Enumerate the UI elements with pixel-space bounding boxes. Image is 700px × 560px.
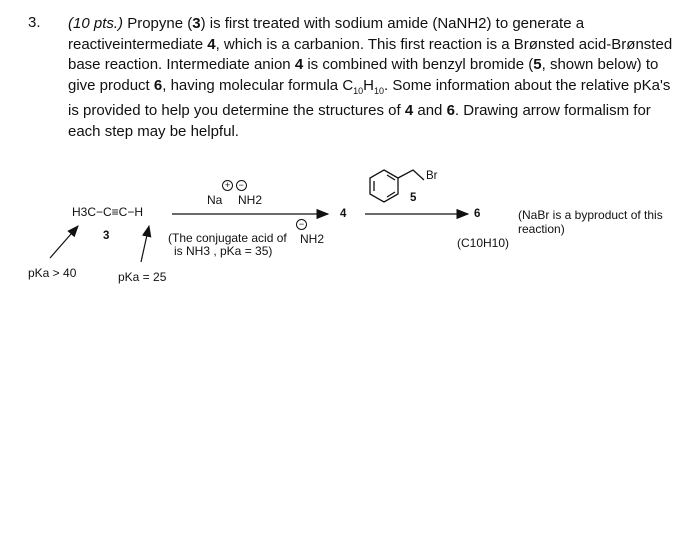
compound-4-ref: 4	[404, 102, 414, 119]
pka-left-label: pKa > 40	[28, 266, 77, 280]
text-part: is combined with benzyl bromide (	[303, 56, 534, 73]
text-part: , shown below) to give product	[68, 56, 659, 94]
compound-3-ref: 3	[192, 15, 201, 32]
pka-pointer-left	[50, 226, 78, 258]
conjugate-acid-note-line2: is NH3 , pKa = 35)	[174, 244, 273, 258]
reagent-nh2: NH2	[238, 193, 263, 207]
minus-charge-icon: −	[236, 180, 247, 191]
compound-6-ref: 6	[446, 102, 455, 119]
propyne-label: 3	[103, 230, 110, 242]
byproduct-note-line2: reaction)	[518, 222, 565, 236]
compound-6-ref: 6	[153, 76, 163, 94]
question-number: 3.	[28, 14, 41, 31]
compound-5-ref: 5	[533, 56, 542, 73]
text-part: . Some information about the relative pKa's is provided to help you determine the structures of	[68, 76, 671, 119]
text-part: ) is first treated with sodium amide (NaNH2) to generate a reactiveintermediate	[68, 15, 585, 53]
product-formula: (C10H10)	[457, 236, 510, 250]
conj-minus-charge	[296, 219, 307, 230]
compound-4-ref: 4	[294, 56, 304, 73]
pka-right-label: pKa = 25	[118, 270, 167, 284]
compound-4-ref: 4	[207, 35, 216, 53]
plus-charge-icon: +	[222, 180, 233, 191]
conjugate-acid-note-line1: (The conjugate acid of	[168, 231, 287, 245]
subscript: 10	[353, 85, 364, 96]
text-part: , having molecular formula C	[162, 76, 354, 94]
text-part: . Drawing arrow formalism for each step may be helpful.	[68, 102, 651, 140]
conjugate-acid-nh2: NH2	[300, 232, 325, 246]
propyne-structure: H3C−C≡C−H	[72, 205, 144, 219]
intermediate-label: 4	[340, 208, 347, 220]
question-points: (10 pts.)	[68, 15, 124, 32]
reagent-na: Na	[207, 193, 223, 207]
text-part: Propyne (	[123, 15, 193, 32]
charge-signs	[222, 180, 247, 191]
pka-pointer-right	[141, 226, 149, 262]
text-part: , which is a carbanion. This first reaction is a Brønsted acid-Brønsted base reaction. Intermediate anion	[68, 35, 673, 73]
benzyl-bromide-label: 5	[410, 192, 417, 204]
minus-charge-icon: −	[296, 219, 307, 230]
subscript: 10	[374, 85, 385, 96]
text-part: and	[413, 102, 447, 119]
byproduct-note-line1: (NaBr is a byproduct of this	[518, 208, 663, 222]
bromine-label: Br	[426, 170, 438, 182]
text-part: H	[363, 76, 375, 94]
product-label: 6	[474, 208, 481, 220]
